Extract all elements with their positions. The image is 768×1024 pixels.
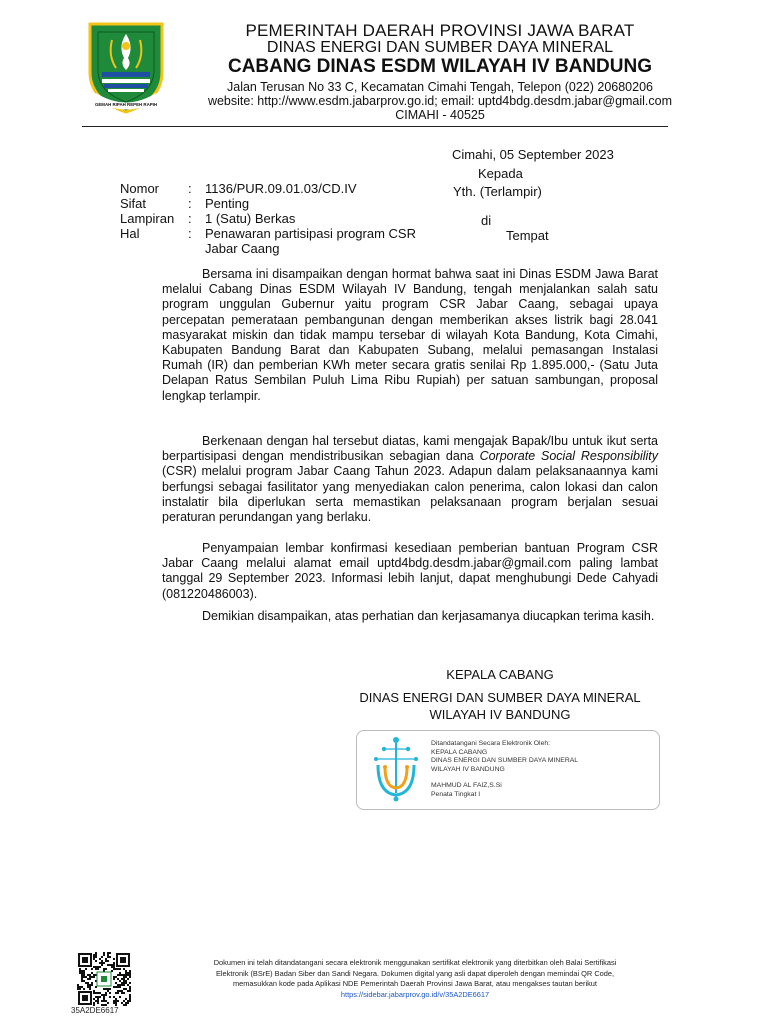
recipient-di: di: [481, 213, 492, 228]
letterhead-agency: DINAS ENERGI DAN SUMBER DAYA MINERAL: [266, 39, 614, 56]
meta-row-hal: [120, 226, 440, 256]
west-java-emblem: [82, 16, 170, 116]
meta-value: 1 (Satu) Berkas: [205, 211, 296, 226]
body-paragraph-2: [162, 434, 658, 525]
letterhead-branch: CABANG DINAS ESDM WILAYAH IV BANDUNG: [227, 56, 652, 77]
svg-text:GEMAH RIPAH REPEH RAPIH: GEMAH RIPAH REPEH RAPIH: [94, 102, 158, 107]
body-paragraph-1: Bersama ini disampaikan dengan hormat bahwa saat ini Dinas ESDM Jawa Barat melalui Cabang Dinas ESDM Wilayah IV Bandung, tengah menjalankan salah satu program unggulan Gubernur yaitu program CSR Jabar Caang, sebagai upaya percepatan pemerataan pembangunan dengan memberikan akses listrik bagi 28.041 masyarakat miskin dan tidak mampu tersebar di wilayah Kota Bandung, Kota Cimahi, Kabupaten Bandung Barat dan Kabupaten Subang, melalui pemasangan Instalasi Rumah (IR) dan pemberian KWh meter secara gratis senilai Rp 1.895.000,- (Satu Juta Delapan Ratus Sembilan Puluh Lima Ribu Rupiah) per satuan sambungan, proposal lengkap terlampir.: [162, 267, 658, 403]
recipient-heading: Kepada: [478, 166, 523, 181]
letterhead-contact: website: http://www.esdm.jabarprov.go.id; email: uptd4bdg.desdm.jabar@gmail.com: [207, 94, 673, 108]
letter-date: Cimahi, 05 September 2023: [452, 147, 614, 162]
body-paragraph-2-part-b: (CSR) melalui program Jabar Caang Tahun 2023. Adapun dalam pelaksanaannya kami berfungsi sebagai fasilitator yang menyediakan calon penerima, calon lokasi dan calon instalatir bila diperlukan serta memastikan pelaksanaan program berjalan sesuai peraturan perundangan yang berlaku.: [162, 464, 658, 525]
meta-colon: :: [188, 211, 192, 226]
meta-row-nomor: [120, 181, 440, 196]
letterhead-government: PEMERINTAH DAERAH PROVINSI JAWA BARAT: [245, 21, 635, 40]
signature-title-3: WILAYAH IV BANDUNG: [429, 707, 571, 722]
recipient-place: Tempat: [506, 228, 549, 243]
e-signature-title-2: DINAS ENERGI DAN SUMBER DAYA MINERAL: [431, 757, 579, 764]
e-signature-rank: Penata Tingkat I: [431, 790, 481, 798]
letterhead-address: Jalan Terusan No 33 C, Kecamatan Cimahi Tengah, Telepon (022) 20680206: [227, 80, 653, 94]
e-signature-name: MAHMUD AL FAIZ,S.Si: [431, 782, 502, 789]
footer-line-3: memasukkan kode pada Aplikasi NDE Pemerintah Daerah Provinsi Jawa Barat, atau mengakses tautan berikut: [233, 979, 597, 988]
bsre-signature-icon: [368, 735, 424, 803]
meta-value: Penawaran partisipasi program CSR Jabar Caang: [205, 226, 416, 256]
meta-row-sifat: [120, 196, 440, 211]
e-signature-title-1: KEPALA CABANG: [431, 748, 488, 756]
letter-meta: [120, 181, 440, 256]
signature-title-1: KEPALA CABANG: [446, 667, 554, 682]
body-paragraph-2-emphasis: Corporate Social Responsibility: [479, 449, 658, 464]
qr-code-label: 35A2DE6617: [71, 1006, 119, 1015]
meta-label: Hal: [120, 226, 140, 241]
meta-colon: :: [188, 196, 192, 211]
letterhead-city: CIMAHI - 40525: [395, 108, 485, 122]
meta-colon: :: [188, 226, 192, 241]
e-signature-details: [431, 740, 578, 799]
footer-verify-link[interactable]: https://sidebar.jabarprov.go.id/v/35A2DE6617: [340, 989, 490, 999]
meta-row-lampiran: [120, 211, 440, 226]
body-paragraph-4: Demikian disampaikan, atas perhatian dan kerjasamanya diucapkan terima kasih.: [202, 609, 655, 623]
meta-label: Lampiran: [120, 211, 175, 226]
meta-label: Nomor: [120, 181, 160, 196]
letterhead-divider: [82, 126, 668, 127]
qr-code-icon: [77, 952, 131, 1006]
meta-label: Sifat: [120, 196, 147, 211]
body-paragraph-3: Penyampaian lembar konfirmasi kesediaan pemberian bantuan Program CSR Jabar Caang melalui alamat email uptd4bdg.desdm.jabar@gmail.com paling lambat tanggal 29 September 2023. Informasi lebih lanjut, dapat menghubungi Dede Cahyadi (081220486003).: [162, 541, 658, 601]
e-signature-caption: Ditandatangani Secara Elektronik Oleh:: [431, 740, 551, 747]
body-paragraph-2-part-a: Berkenaan dengan hal tersebut diatas, kami mengajak Bapak/Ibu untuk ikut serta berpartisipasi dengan mendistribusikan sebagian dana: [162, 434, 658, 464]
signature-title-2: DINAS ENERGI DAN SUMBER DAYA MINERAL: [359, 690, 641, 705]
meta-value: 1136/PUR.09.01.03/CD.IV: [205, 181, 357, 196]
footer-line-2: Elektronik (BSrE) Badan Siber dan Sandi Negara. Dokumen digital yang asli dapat diperoleh dengan memindai QR Code,: [215, 968, 615, 978]
meta-value: Penting: [205, 196, 250, 211]
footer-line-1: Dokumen ini telah ditandatangani secara elektronik menggunakan sertifikat elektronik yang diterbitkan oleh Balai Sertifikasi: [213, 958, 617, 967]
e-signature-title-3: WILAYAH IV BANDUNG: [431, 765, 505, 773]
meta-colon: :: [188, 181, 192, 196]
recipient: Yth. (Terlampir): [453, 184, 542, 199]
footer-disclaimer: [150, 958, 680, 1000]
